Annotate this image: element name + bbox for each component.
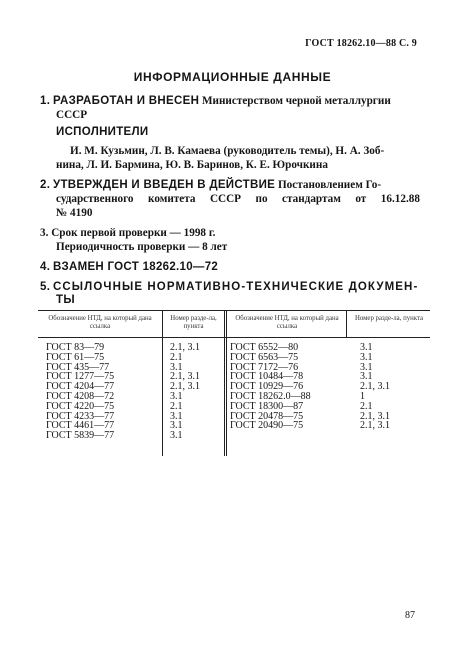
section-2-w1: сударственного — [56, 193, 134, 205]
table-cell-doc: ГОСТ 4208—72 — [46, 390, 115, 402]
table-col-divider-1 — [162, 310, 163, 456]
right-ref-column — [360, 343, 390, 431]
table-cell-ref: 2.1, 3.1 — [360, 410, 390, 422]
section-2-number: 2. — [40, 179, 51, 191]
table-col-divider-2b — [226, 310, 227, 456]
table-cell-doc: ГОСТ 20478—75 — [230, 410, 304, 422]
section-2-text: Постановлением Го- — [277, 179, 382, 191]
right-doc-column — [230, 343, 311, 431]
references-table — [38, 310, 430, 460]
page-header: ГОСТ 18262.10—88 С. 9 — [305, 38, 417, 49]
table-cell-ref: 3.1 — [170, 410, 183, 422]
table-cell-doc: ГОСТ 61—75 — [46, 351, 105, 363]
section-5 — [40, 280, 418, 294]
section-2-label: УТВЕРЖДЕН И ВВЕДЕН В ДЕЙСТВИЕ — [53, 179, 276, 191]
table-cell-ref: 2.1 — [170, 400, 183, 412]
table-cell-doc: ГОСТ 7172—76 — [230, 361, 299, 373]
table-cell-doc: ГОСТ 1277—75 — [46, 371, 115, 383]
section-5-number: 5. — [40, 281, 51, 293]
section-1 — [40, 94, 391, 108]
table-cell-ref: 3.1 — [360, 351, 373, 363]
table-cell-doc: ГОСТ 10929—76 — [230, 381, 304, 393]
section-2-w5: стандартам — [282, 193, 341, 205]
section-3-number: 3. — [40, 227, 49, 239]
section-2-w3: СССР — [209, 193, 242, 205]
section-2-w2: комитета — [148, 193, 196, 205]
executors-line-2: нина, Л. И. Бармина, Ю. В. Баринов, К. Е. Юрочкина — [56, 159, 328, 171]
table-header-doc-left: Обозначение НТД, на который дана ссылка — [48, 315, 152, 330]
table-cell-doc: ГОСТ 435—77 — [46, 361, 110, 373]
section-2 — [40, 178, 381, 192]
table-cell-doc: ГОСТ 4204—77 — [46, 381, 115, 393]
left-ref-column — [170, 343, 200, 441]
page-number: 87 — [405, 610, 415, 621]
section-1-text-cont: СССР — [56, 109, 88, 121]
section-2-w7: 16.12.88 — [380, 193, 420, 205]
table-header-ref-left: Номер разде-ла, пункта — [170, 315, 217, 330]
table-cell-ref: 3.1 — [170, 420, 183, 432]
executors-label: ИСПОЛНИТЕЛИ — [56, 126, 149, 138]
table-col-divider-2 — [224, 310, 225, 456]
section-4-label: ВЗАМЕН ГОСТ 18262.10—72 — [53, 261, 219, 273]
table-cell-ref: 2.1, 3.1 — [170, 342, 200, 353]
table-cell-ref: 2.1 — [170, 351, 183, 363]
table-cell-doc: ГОСТ 4220—75 — [46, 400, 115, 412]
table-cell-ref: 2.1, 3.1 — [360, 381, 390, 393]
section-5-label: ССЫЛОЧНЫЕ НОРМАТИВНО-ТЕХНИЧЕСКИЕ ДОКУМЕН- — [53, 281, 419, 293]
section-1-label: РАЗРАБОТАН И ВНЕСЕН — [53, 95, 200, 107]
section-3-line-2: Периодичность проверки — 8 лет — [56, 241, 228, 253]
section-2-line-2 — [56, 192, 420, 206]
table-cell-ref: 2.1, 3.1 — [360, 420, 390, 432]
table-header-rule — [38, 337, 430, 338]
table-cell-ref: 3.1 — [170, 430, 183, 442]
page-title: ИНФОРМАЦИОННЫЕ ДАННЫЕ — [133, 70, 332, 84]
table-header-doc-right: Обозначение НТД, на который дана ссылка — [235, 315, 339, 330]
table-cell-ref: 2.1, 3.1 — [170, 381, 200, 393]
table-cell-doc: ГОСТ 6563—75 — [230, 351, 299, 363]
table-cell-doc: ГОСТ 20490—75 — [230, 420, 304, 432]
table-cell-doc: ГОСТ 5839—77 — [46, 430, 115, 442]
table-col-divider-3 — [346, 310, 347, 337]
table-cell-doc: ГОСТ 6552—80 — [230, 342, 299, 353]
section-5-label-cont: ТЫ — [56, 294, 75, 306]
section-4 — [40, 260, 218, 274]
table-cell-ref: 3.1 — [360, 361, 373, 373]
table-top-rule — [38, 310, 430, 311]
left-doc-column — [46, 343, 114, 441]
section-3 — [40, 226, 215, 240]
table-header-ref-right: Номер разде-ла, пункта — [354, 315, 424, 322]
section-4-number: 4. — [40, 261, 51, 273]
section-2-decree-number: № 4190 — [56, 207, 93, 219]
table-cell-ref: 1 — [360, 390, 365, 402]
section-1-text: Министерством черной металлургии — [201, 95, 391, 107]
table-cell-ref: 2.1, 3.1 — [170, 371, 200, 383]
table-cell-ref: 3.1 — [360, 342, 373, 353]
table-cell-doc: ГОСТ 83—79 — [46, 342, 105, 353]
executors-line-1: И. М. Кузьмин, Л. В. Камаева (руководитель темы), Н. А. Зоб- — [70, 145, 385, 157]
table-cell-ref: 3.1 — [170, 390, 183, 402]
table-cell-doc: ГОСТ 4233—77 — [46, 410, 115, 422]
section-2-w4: по — [255, 193, 268, 205]
table-cell-ref: 2.1 — [360, 400, 373, 412]
section-2-w6: от — [355, 193, 367, 205]
section-1-number: 1. — [40, 95, 51, 107]
table-cell-doc: ГОСТ 10484—78 — [230, 371, 304, 383]
table-cell-doc: ГОСТ 4461—77 — [46, 420, 115, 432]
section-3-line-1: Срок первой проверки — 1998 г. — [51, 227, 216, 239]
table-cell-doc: ГОСТ 18262.0—88 — [230, 390, 311, 402]
table-cell-ref: 3.1 — [170, 361, 183, 373]
table-cell-ref: 3.1 — [360, 371, 373, 383]
table-cell-doc: ГОСТ 18300—87 — [230, 400, 304, 412]
